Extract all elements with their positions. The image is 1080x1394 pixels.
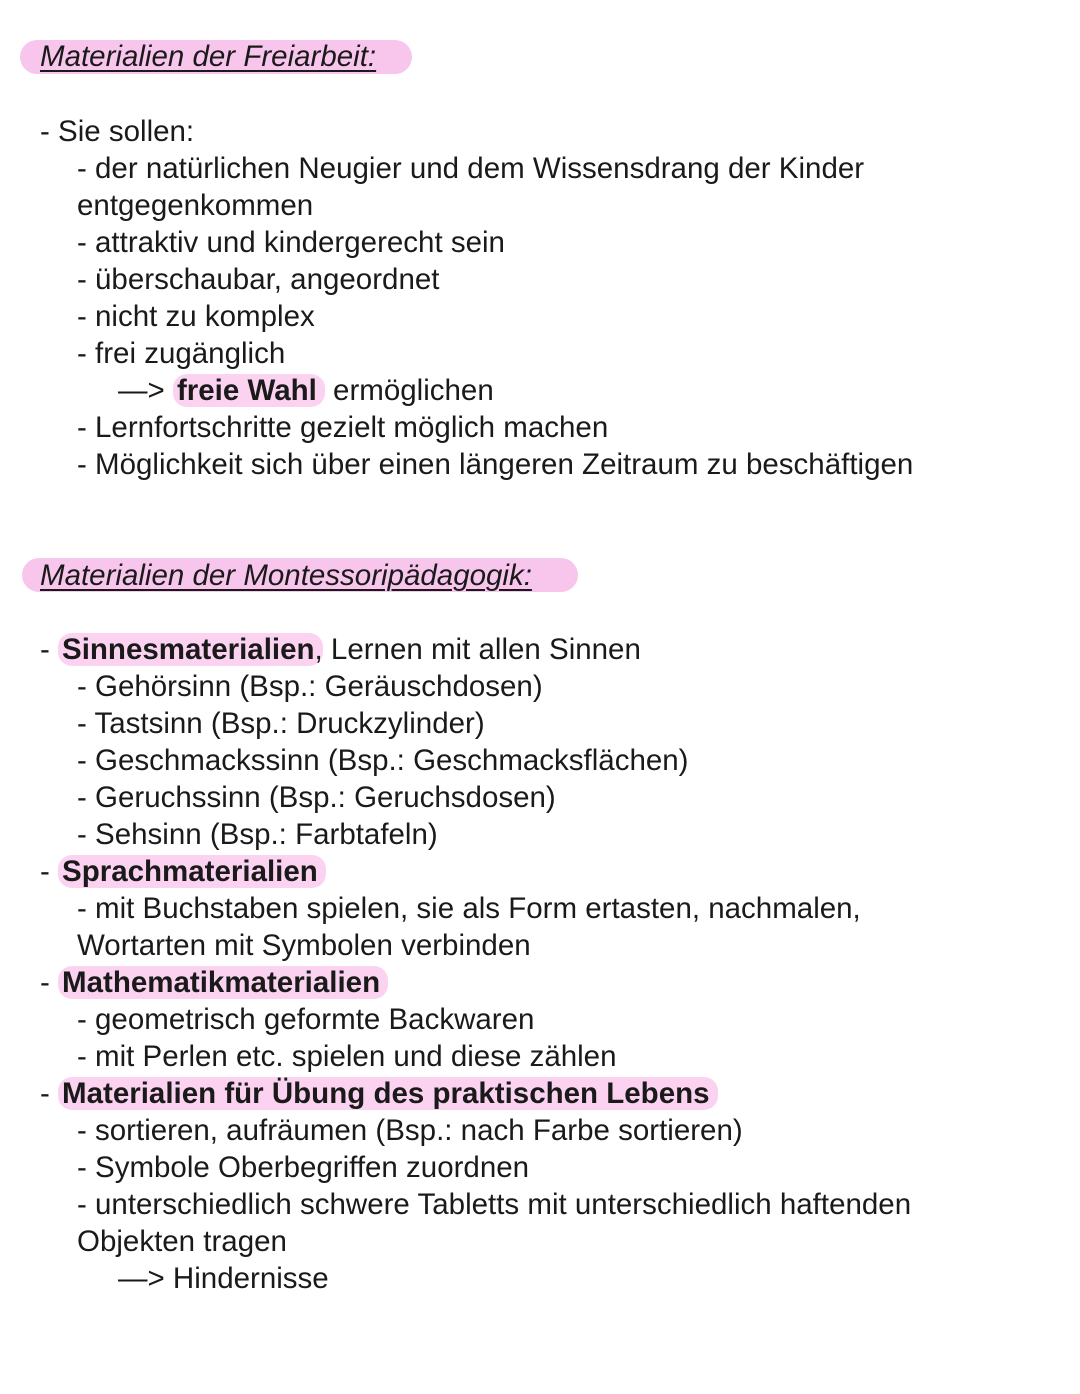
- section1-item: - nicht zu komplex: [77, 300, 315, 333]
- group-label-highlight: Sinnesmaterialien: [58, 633, 323, 666]
- section1-title: Materialien der Freiarbeit:: [40, 40, 377, 73]
- group-heading-mathematikmaterialien: [40, 965, 388, 1001]
- section1-arrow-line: [118, 373, 494, 409]
- group-item: - Tastsinn (Bsp.: Druckzylinder): [77, 707, 485, 740]
- group-item: Objekten tragen: [77, 1225, 287, 1258]
- section1-item: - frei zugänglich: [77, 337, 286, 370]
- final-arrow-line: —> Hindernisse: [118, 1262, 329, 1295]
- group-dash: -: [40, 966, 50, 999]
- section1-item: - Lernfortschritte gezielt möglich machen: [77, 411, 609, 444]
- section1-item: entgegenkommen: [77, 189, 314, 222]
- group-item: - sortieren, aufräumen (Bsp.: nach Farbe sortieren): [77, 1114, 743, 1147]
- group-label-highlight: Sprachmaterialien: [58, 855, 326, 888]
- group-item: - Geruchssinn (Bsp.: Geruchsdosen): [77, 781, 556, 814]
- section1-item: - der natürlichen Neugier und dem Wissensdrang der Kinder: [77, 152, 865, 185]
- arrow-prefix: —>: [118, 374, 165, 407]
- group-label-highlight: Mathematikmaterialien: [58, 966, 388, 999]
- group-label-highlight: Materialien für Übung des praktischen Lebens: [58, 1077, 718, 1110]
- group-heading-praktisches-leben: [40, 1076, 718, 1112]
- group-item: - Sehsinn (Bsp.: Farbtafeln): [77, 818, 438, 851]
- freie-wahl-highlight: freie Wahl: [173, 374, 325, 407]
- group-item: Wortarten mit Symbolen verbinden: [77, 929, 531, 962]
- section1-item: - Möglichkeit sich über einen längeren Zeitraum zu beschäftigen: [77, 448, 914, 481]
- group-item: - Geschmackssinn (Bsp.: Geschmacksflächen): [77, 744, 689, 777]
- group-item: - Symbole Oberbegriffen zuordnen: [77, 1151, 530, 1184]
- group-item: - mit Perlen etc. spielen und diese zählen: [77, 1040, 617, 1073]
- group-suffix: , Lernen mit allen Sinnen: [314, 633, 641, 666]
- section1-intro: - Sie sollen:: [40, 115, 195, 148]
- group-heading-sinnesmaterialien: [40, 632, 641, 668]
- group-item: - unterschiedlich schwere Tabletts mit unterschiedlich haftenden: [77, 1188, 912, 1221]
- section1-item: - attraktiv und kindergerecht sein: [77, 226, 505, 259]
- section2-title: Materialien der Montessoripädagogik:: [40, 559, 532, 592]
- group-item: - geometrisch geformte Backwaren: [77, 1003, 535, 1036]
- section1-item: - überschaubar, angeordnet: [77, 263, 440, 296]
- group-item: - Gehörsinn (Bsp.: Geräuschdosen): [77, 670, 543, 703]
- group-heading-sprachmaterialien: [40, 854, 326, 890]
- arrow-rest: ermöglichen: [333, 374, 494, 407]
- group-dash: -: [40, 855, 50, 888]
- group-dash: -: [40, 1077, 50, 1110]
- group-dash: -: [40, 633, 50, 666]
- group-item: - mit Buchstaben spielen, sie als Form ertasten, nachmalen,: [77, 892, 861, 925]
